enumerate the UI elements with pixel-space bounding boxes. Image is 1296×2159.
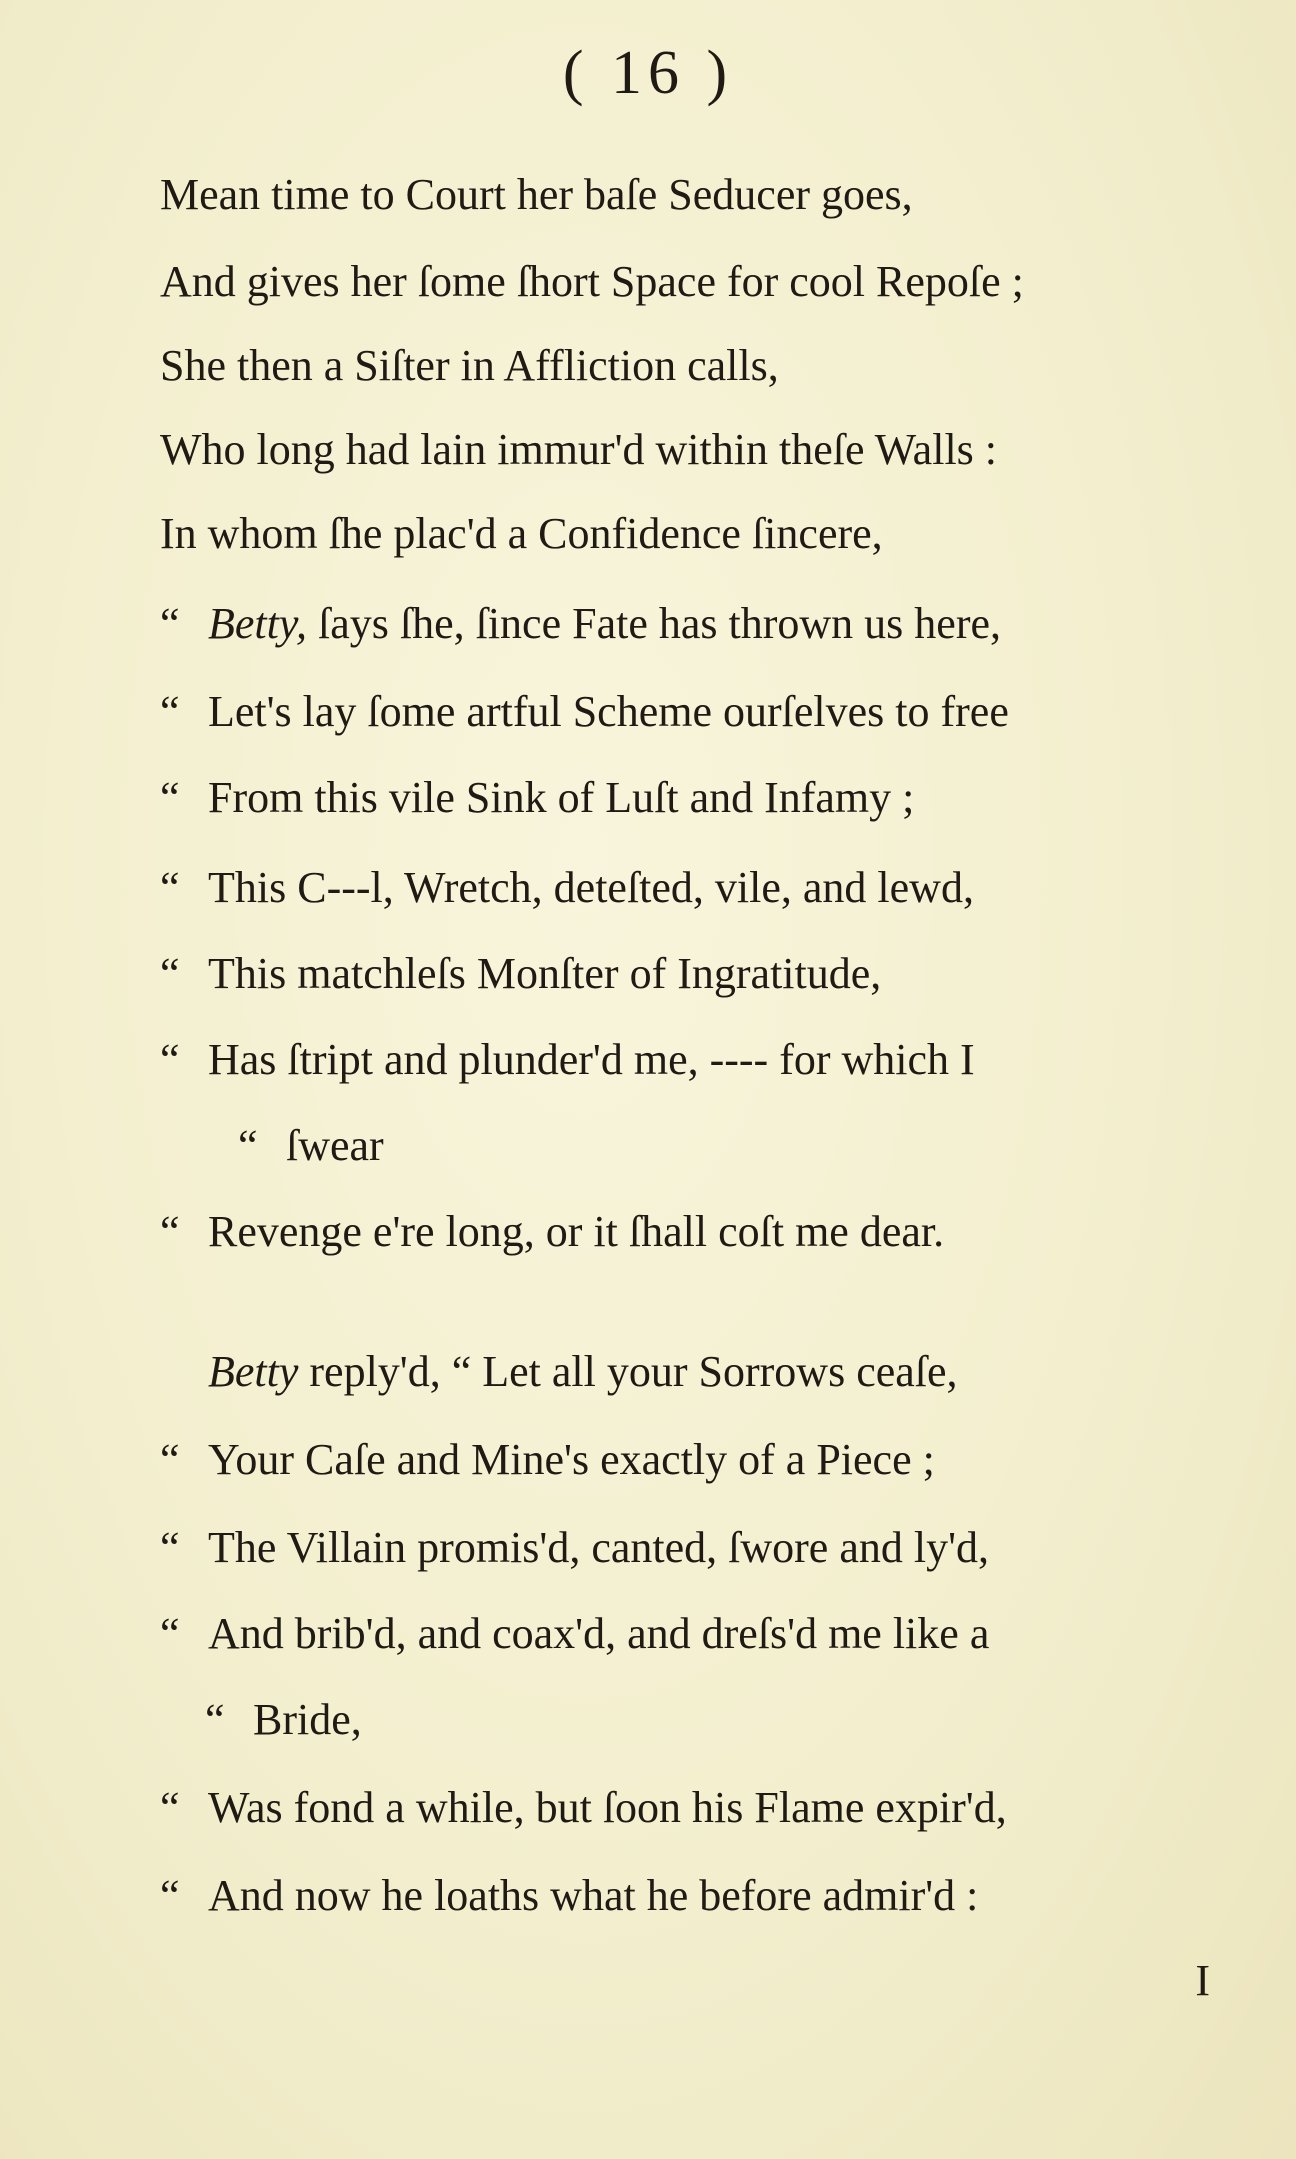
verse-line [160,165,913,225]
verse-text: This matchleſs Monſter of Ingratitude, [208,949,882,998]
verse-line [160,1518,989,1578]
verse-text: This C---l, Wretch, deteſted, vile, and lewd, [208,863,974,912]
quote-mark: “ [160,1035,180,1084]
verse-text: From this vile Sink of Luſt and Infamy ; [208,773,915,822]
verse-line [160,944,881,1004]
verse-text: ſwear [286,1121,384,1170]
verse-line [160,420,997,480]
verse-line [160,1866,978,1926]
verse-text: Revenge e're long, or it ſhall coſt me dear. [208,1207,945,1256]
verse-line [160,594,1001,654]
quote-mark: “ [160,599,180,648]
verse-text: She then a Siſter in Affliction calls, [160,341,779,390]
verse-text: Bride, [253,1695,362,1744]
quote-mark: “ [160,773,180,822]
verse-text: Was fond a while, but ſoon his Flame expir'd, [208,1783,1007,1832]
verse-italic: Betty, [208,599,307,648]
verse-line [208,1342,958,1402]
verse-text: And now he loaths what he before admir'd : [208,1871,979,1920]
quote-mark: “ [238,1121,258,1170]
verse-line [160,252,1024,312]
verse-line [160,768,914,828]
verse-text: Mean time to Court her baſe Seducer goes, [160,170,913,219]
quote-mark: “ [160,949,180,998]
verse-line [160,1202,944,1262]
verse-line [160,336,779,396]
verse-text: And brib'd, and coax'd, and dreſs'd me like a [208,1609,990,1658]
verse-line [205,1690,362,1750]
quote-mark: “ [160,863,180,912]
verse-line [160,1030,975,1090]
verse-line [238,1116,384,1176]
page-number: ( 16 ) [562,39,734,107]
verse-text: Who long had lain immur'd within theſe Walls : [160,425,998,474]
quote-mark: “ [160,1609,180,1658]
catchword: I [1195,1956,1210,2005]
verse-line [160,1430,935,1490]
quote-mark: “ [160,1435,180,1484]
verse-text: Your Caſe and Mine's exactly of a Piece ; [208,1435,935,1484]
quote-mark: “ [160,687,180,736]
verse-italic: Betty [208,1347,299,1396]
verse-text: reply'd, “ Let all your Sorrows ceaſe, [298,1347,958,1396]
verse-line [160,1778,1007,1838]
verse-text: In whom ſhe plac'd a Confidence ſincere, [160,509,883,558]
quote-mark: “ [205,1695,225,1744]
verse-line [160,1604,989,1664]
quote-mark: “ [160,1207,180,1256]
verse-text: And gives her ſome ſhort Space for cool Repoſe ; [160,257,1024,306]
verse-text: ſays ſhe, ſince Fate has thrown us here, [306,599,1001,648]
verse-line [160,858,974,918]
verse-text: Has ſtript and plunder'd me, ---- for which I [208,1035,975,1084]
quote-mark: “ [160,1783,180,1832]
verse-line [160,504,883,564]
verse-text: Let's lay ſome artful Scheme ourſelves to free [208,687,1009,736]
verse-text: The Villain promis'd, canted, ſwore and ly'd, [208,1523,989,1572]
quote-mark: “ [160,1871,180,1920]
verse-line [160,682,1009,742]
quote-mark: “ [160,1523,180,1572]
